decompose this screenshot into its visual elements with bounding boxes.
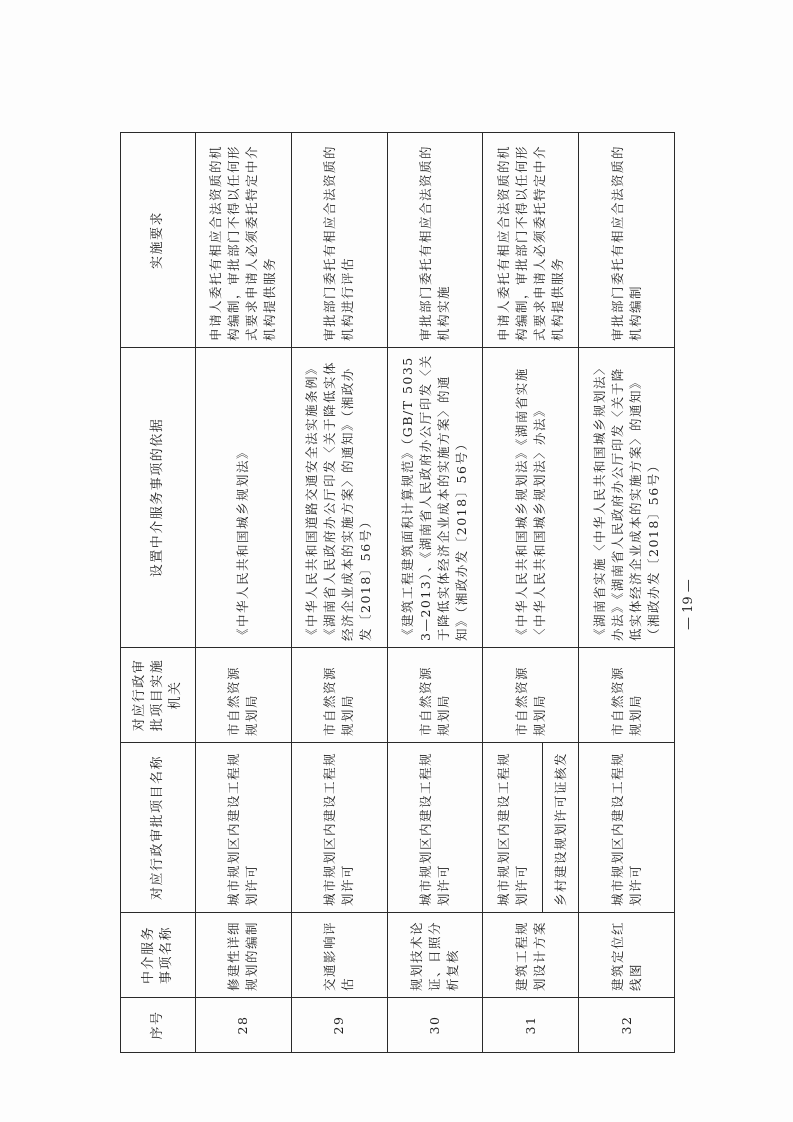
- rotated-table-container: [120, 133, 675, 1053]
- row-approval-item: 城市规划区内建设工程规划许可: [387, 743, 483, 913]
- row-basis: 《湖南省实施〈中华人民共和国城乡规划法〉办法》《湖南省人民政府办公厅印发〈关于降低实体经济企业成本的实施方案〉的通知》（湘政办发〔2018〕56号）: [579, 348, 675, 648]
- table-row: [483, 133, 543, 1053]
- row-service-name: 规划技术论证、日照分析复核: [387, 913, 483, 998]
- intermediary-services-table: [120, 132, 675, 1053]
- row-service-name: 修建性详细规划的编制: [196, 913, 292, 998]
- row-requirement: 审批部门委托有相应合法资质的机构编制: [579, 133, 675, 348]
- table-row: [579, 133, 675, 1053]
- row-basis: 《中华人民共和国城乡规划法》: [196, 348, 292, 648]
- header-seq: 序号: [121, 998, 196, 1053]
- table-header-row: [121, 133, 196, 1053]
- header-basis: 设置中介服务事项的依据: [121, 348, 196, 648]
- table-row: [291, 133, 387, 1053]
- row-service-name: 交通影响评估: [291, 913, 387, 998]
- table-row: [196, 133, 292, 1053]
- row-service-name: 建筑工程规划设计方案: [483, 913, 579, 998]
- row-basis: 《中华人民共和国城乡规划法》《湖南省实施〈中华人民共和国城乡规划法〉办法》: [483, 348, 579, 648]
- row-approval-item: 乡村建设规划许可证核发: [543, 743, 579, 913]
- row-agency: 市自然资源规划局: [387, 648, 483, 743]
- page-number-wrap: [681, 520, 721, 630]
- row-service-name: 建筑定位红线图: [579, 913, 675, 998]
- row-agency: 市自然资源规划局: [196, 648, 292, 743]
- row-requirement: 申请人委托有相应合法资质的机构编制，审批部门不得以任何形式要求申请人必须委托特定中介机构提供服务: [483, 133, 579, 348]
- row-seq: 29: [291, 998, 387, 1053]
- row-requirement: 申请人委托有相应合法资质的机构编制，审批部门不得以任何形式要求申请人必须委托特定中介机构提供服务: [196, 133, 292, 348]
- header-service-name: 中介服务事项名称: [121, 913, 196, 998]
- row-agency: 市自然资源规划局: [291, 648, 387, 743]
- row-approval-item: 城市规划区内建设工程规划许可: [196, 743, 292, 913]
- page-number: — 19 —: [681, 579, 696, 630]
- row-approval-item: 城市规划区内建设工程规划许可: [579, 743, 675, 913]
- row-seq: 32: [579, 998, 675, 1053]
- row-seq: 31: [483, 998, 579, 1053]
- row-requirement: 审批部门委托有相应合法资质的机构实施: [387, 133, 483, 348]
- header-agency: 对应行政审批项目实施机关: [121, 648, 196, 743]
- row-approval-item: 城市规划区内建设工程规划许可: [291, 743, 387, 913]
- row-agency: 市自然资源规划局: [483, 648, 579, 743]
- table-row: [387, 133, 483, 1053]
- row-seq: 30: [387, 998, 483, 1053]
- row-basis: 《建筑工程建筑面积计算规范》（GB/T 50353—2013）、《湖南省人民政府办公厅印发〈关于降低实体经济企业成本的实施方案〉的通知》（湘政办发〔2018〕56号）: [387, 348, 483, 648]
- header-approval-item: 对应行政审批项目名称: [121, 743, 196, 913]
- row-agency: 市自然资源规划局: [579, 648, 675, 743]
- row-requirement: 审批部门委托有相应合法资质的机构进行评估: [291, 133, 387, 348]
- row-approval-item: 城市规划区内建设工程规划许可: [483, 743, 543, 913]
- header-requirement: 实施要求: [121, 133, 196, 348]
- row-basis: 《中华人民共和国道路交通安全法实施条例》《湖南省人民政府办公厅印发〈关于降低实体经济企业成本的实施方案〉的通知》（湘政办发〔2018〕56号）: [291, 348, 387, 648]
- row-seq: 28: [196, 998, 292, 1053]
